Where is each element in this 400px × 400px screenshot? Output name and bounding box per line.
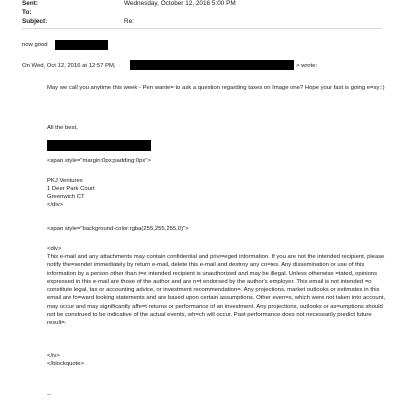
to-row [22,9,382,17]
subject-value: Re: [124,18,134,25]
sent-row [22,0,382,8]
subject-row [22,18,382,26]
company-name: PKJ Ventures [47,178,83,184]
trailing-dashes: -- [47,392,51,398]
message-text: May we call you anytime this week - Pen wante= to ask a question regarding taxes on Image one? Hope your fast is going e=sy::) [47,85,385,91]
address-line-1: 1 Deer Park Court [47,186,95,192]
span-tag-margin: <span style="margin:0px;padding:0px"> [47,158,151,164]
span-tag-background: <span style="background-color:rgba(255,255,255,0)"> [47,226,189,232]
subject-label: Subject: [22,18,48,25]
sent-value: Wednesday, October 12, 2016 5:00 PM [124,0,236,7]
disclaimer-text: This e-mail and any attachments may contain confidential and privi=eged information. If you are not the intended recipient, please notify the=sender immediately by return e-mail, delete this e-mail and destroy any co=ies. Any dissemination or use of this information by a person other than t=e intended recipient is unauthorized and may be illegal. Unless otherwise =tated, opinions expressed in this e-mail are those of the author and are n=t endorsed by the author's employer. This email is not intended =o constitute legal, tax or accounting advice, or investment recommendation=. Any projections, market outlooks or estimates in this email are fo=ward looking statements and are based upon certain assumptions. Other even=s, which were not taken into account, may occur and may significantly affe=t returns or performance of an investment. Any projections, outlooks or as=umptions should not be construed to be indicative of the actual events, wh=ch will occur. Past performance does not necessarily predict future result=. [47,254,386,327]
div-close-tag: </div> [47,202,64,208]
quote-intro-prefix: On Wed, Oct 12, 2016 at 12:57 PM, [22,63,116,69]
greeting: now good [22,42,48,48]
div-open-tag: <div> [47,246,62,252]
address-line-2: Greenwich CT [47,194,85,200]
to-label: To: [22,9,32,16]
iv-close-tag: </iv> [47,353,60,359]
redaction-sender-name [55,40,108,50]
quote-intro-suffix: > wrote: [296,63,318,69]
redaction-signature [47,140,151,151]
header-divider [22,28,382,29]
blockquote-close-tag: </blockquote> [47,361,85,367]
sent-label: Sent: [22,0,38,7]
signoff: All the best, [47,125,78,131]
redaction-sender-email [130,60,294,70]
